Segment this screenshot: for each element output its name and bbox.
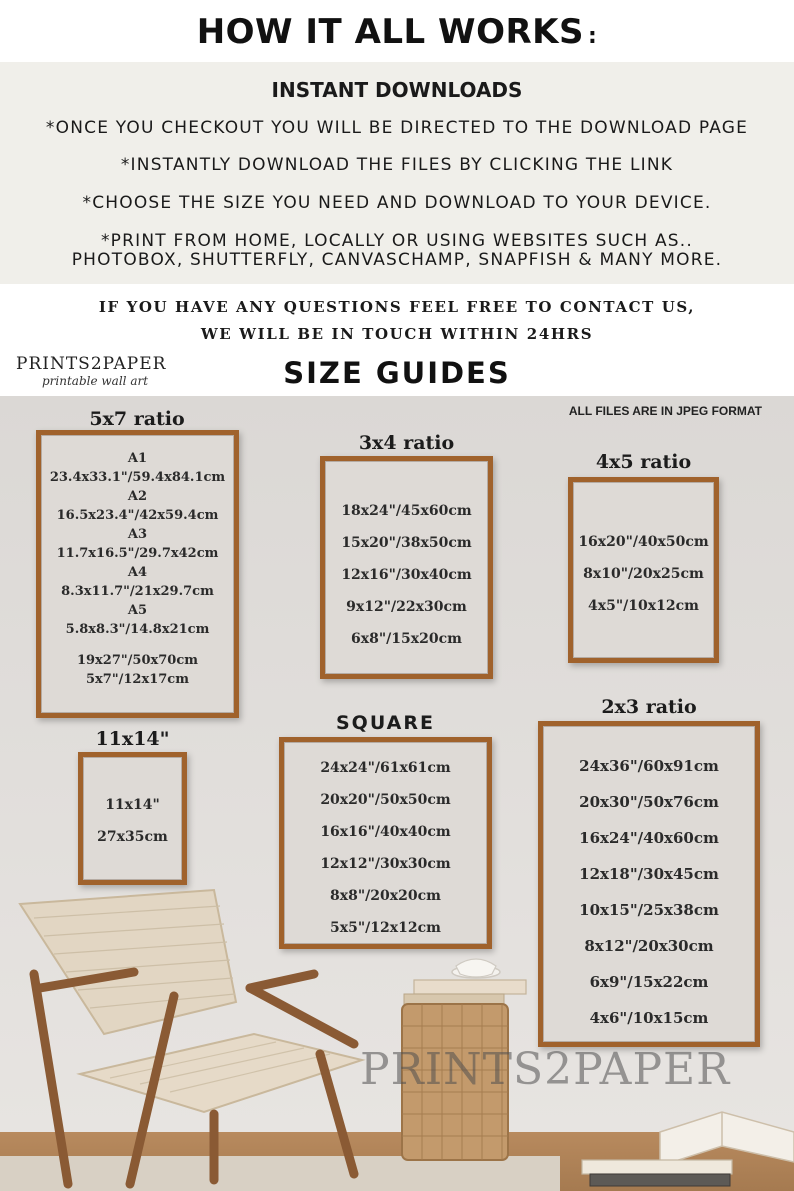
size-list-4x5 — [573, 526, 714, 622]
logo-row — [0, 350, 794, 396]
contact-line: WE WILL BE IN TOUCH WITHIN 24HRS — [200, 325, 594, 343]
size-label: 16x24"/40x60cm — [579, 829, 719, 847]
size-list-11x14 — [83, 789, 182, 853]
size-label: A1 — [127, 451, 148, 466]
frame-title-4x5: 4x5 ratio — [595, 451, 692, 473]
size-label: 5.8x8.3"/14.8x21cm — [65, 622, 210, 637]
size-label: 4x5"/10x12cm — [588, 598, 699, 614]
size-label: 11x14" — [105, 797, 160, 813]
size-label: 4x6"/10x15cm — [589, 1009, 709, 1027]
size-label: 24x24"/61x61cm — [320, 760, 451, 776]
instruction-line: *INSTANTLY DOWNLOAD THE FILES BY CLICKING THE LINK — [120, 155, 674, 175]
instant-downloads-heading: INSTANT DOWNLOADS — [271, 78, 523, 102]
frame-title-3x4: 3x4 ratio — [358, 432, 455, 454]
size-label: 6x9"/15x22cm — [589, 973, 709, 991]
frame-title-5x7: 5x7 ratio — [89, 408, 185, 430]
size-label: 11.7x16.5"/29.7x42cm — [56, 546, 219, 561]
size-label: 8x12"/20x30cm — [584, 937, 714, 955]
size-label: A4 — [127, 565, 148, 580]
size-label: 24x36"/60x91cm — [579, 757, 719, 775]
size-label: 5x5"/12x12cm — [330, 920, 441, 936]
size-label: 16x16"/40x40cm — [320, 824, 451, 840]
size-label: 16x20"/40x50cm — [578, 534, 709, 550]
open-books-illustration — [572, 1102, 794, 1191]
frame-title-2x3: 2x3 ratio — [601, 696, 697, 718]
format-note: ALL FILES ARE IN JPEG FORMAT — [568, 404, 762, 418]
size-label: 12x12"/30x30cm — [320, 856, 451, 872]
size-label: 9x12"/22x30cm — [346, 599, 467, 615]
size-label: 19x27"/50x70cm — [76, 653, 199, 668]
size-label: 5x7"/12x17cm — [86, 672, 189, 687]
size-list-2x3 — [543, 748, 755, 1036]
instruction-line: PHOTOBOX, SHUTTERFLY, CANVASCHAMP, SNAPFISH & MANY MORE. — [71, 250, 723, 270]
instant-downloads-panel — [0, 62, 794, 284]
size-label: 23.4x33.1"/59.4x84.1cm — [49, 470, 226, 485]
size-label: A2 — [127, 489, 148, 504]
contact-line: IF YOU HAVE ANY QUESTIONS FEEL FREE TO CONTACT US, — [98, 298, 696, 316]
size-label: 8.3x11.7"/21x29.7cm — [61, 584, 214, 599]
frame-3x4-ratio — [320, 456, 493, 679]
size-label: 8x10"/20x25cm — [583, 566, 704, 582]
size-label: 15x20"/38x50cm — [341, 535, 472, 551]
size-label: 6x8"/15x20cm — [351, 631, 462, 647]
header — [0, 0, 794, 62]
frame-title-square: SQUARE — [336, 712, 435, 734]
room-scene — [0, 396, 794, 1191]
frame-title-11x14: 11x14" — [95, 728, 170, 750]
title-colon: : — [587, 24, 598, 49]
instruction-line: *PRINT FROM HOME, LOCALLY OR USING WEBSITES SUCH AS.. — [100, 231, 694, 251]
size-list-3x4 — [325, 495, 488, 655]
instruction-line: *ONCE YOU CHECKOUT YOU WILL BE DIRECTED TO THE DOWNLOAD PAGE — [45, 118, 749, 138]
frame-5x7-ratio — [36, 430, 239, 718]
size-label: 16.5x23.4"/42x59.4cm — [56, 508, 219, 523]
frame-11x14 — [78, 752, 187, 885]
instruction-line: *CHOOSE THE SIZE YOU NEED AND DOWNLOAD TO YOUR DEVICE. — [82, 193, 712, 213]
brand-logo: PRINTS2PAPER — [16, 354, 167, 374]
contact-panel — [0, 284, 794, 350]
size-label: A3 — [127, 527, 148, 542]
brand-tagline: printable wall art — [42, 374, 149, 388]
size-label: 20x30"/50x76cm — [579, 793, 719, 811]
size-label: 27x35cm — [97, 829, 168, 845]
size-label: 12x18"/30x45cm — [579, 865, 719, 883]
page-title — [0, 12, 794, 52]
page-title-text: HOW IT ALL WORKS — [196, 12, 584, 52]
size-list-5x7 — [41, 449, 234, 689]
brand-watermark: PRINTS2PAPER — [360, 1044, 731, 1095]
woven-armchair-illustration — [14, 884, 374, 1191]
frame-2x3-ratio — [538, 721, 760, 1047]
size-label: A5 — [127, 603, 148, 618]
size-guides-title: SIZE GUIDES — [283, 356, 511, 390]
frame-4x5-ratio — [568, 477, 719, 663]
size-label: 8x8"/20x20cm — [330, 888, 441, 904]
size-label: 20x20"/50x50cm — [320, 792, 451, 808]
size-label: 12x16"/30x40cm — [341, 567, 472, 583]
size-label: 18x24"/45x60cm — [341, 503, 472, 519]
size-label: 10x15"/25x38cm — [579, 901, 719, 919]
